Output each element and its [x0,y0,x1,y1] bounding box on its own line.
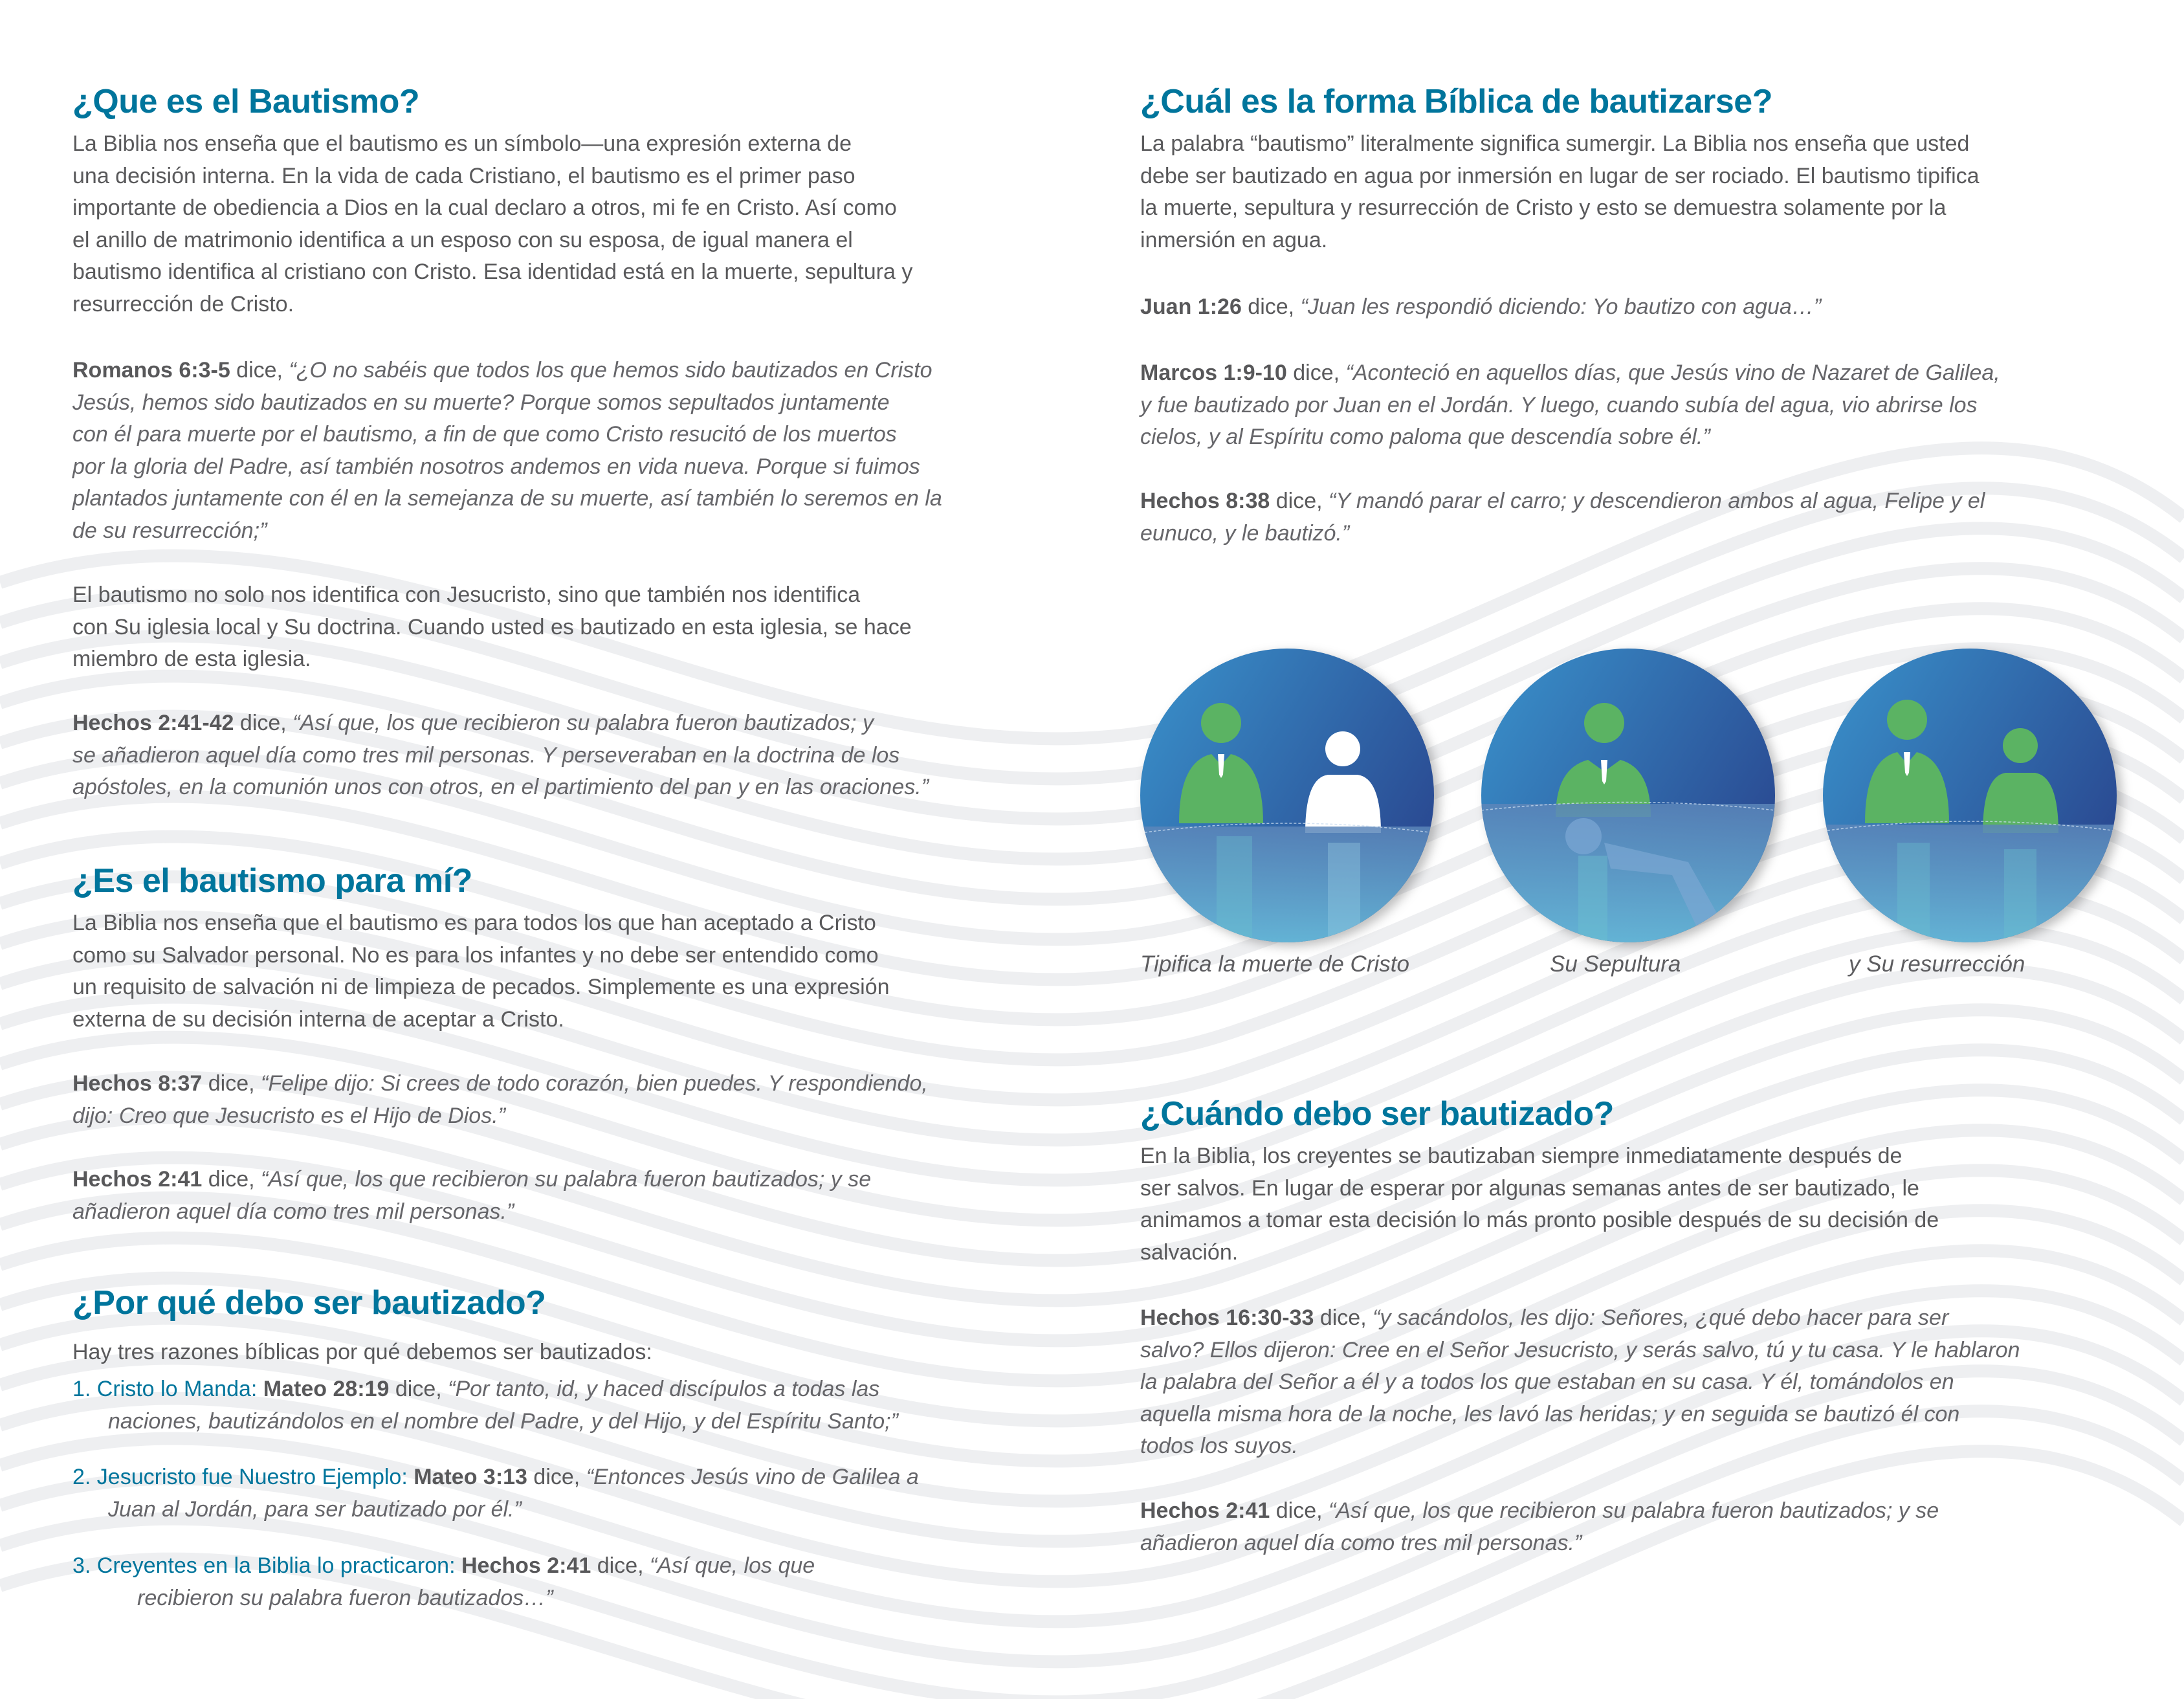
verse-quote-line: “Por tanto, id, y haced discípulos a todas las [448,1377,880,1401]
verse-quote-line: “Así que, los que [650,1553,815,1578]
verse-quote-line: eunuco, y le bautizó.” [1140,520,1350,546]
verse-reference: Mateo 28:19 [263,1377,390,1401]
verse-quote-line: añadieron aquel día como tres mil personas.” [1140,1530,1582,1555]
reason-item [72,1373,1069,1438]
verse-reference: Hechos 16:30-33 [1140,1305,1314,1330]
verse-reference: Hechos 2:41 [72,1167,203,1192]
body-line: ser salvos. En lugar de esperar por algunas semanas antes de ser bautizado, le [1140,1175,1919,1201]
body-line: En la Biblia, los creyentes se bautizaban siempre inmediatamente después de [1140,1144,1903,1168]
reason-label: 2. Jesucristo fue Nuestro Ejemplo: [72,1465,414,1489]
baptism-immersion-icon [1481,649,1776,943]
reason-item [72,1461,1069,1526]
section-title: ¿Cuál es la forma Bíblica de bautizarse? [1140,83,1772,120]
verse-quote-line: la palabra del Señor a él y a todos los que estaban en su casa. Y él, tomándolos en [1140,1370,1954,1394]
verse-quote-line: “Así que, los que recibieron su palabra fueron bautizados; y se [1329,1498,1939,1523]
verse-quote-line: “Y mandó parar el carro; y descendieron ambos al agua, Felipe y el [1329,489,1985,513]
reason-item [72,1550,1069,1614]
verse-quote-line: “Juan les respondió diciendo: Yo bautizo con agua…” [1300,294,1822,319]
body-line: animamos a tomar esta decisión lo más pronto posible después de su decisión de [1140,1208,1939,1232]
verse-quote-line: aquella misma hora de la noche, les lavó las heridas; y en seguida se bautizó él con [1140,1401,1960,1427]
verse-hechos-2-41 [1140,1495,2137,1559]
verse-quote-line: por la gloria del Padre, así también nosotros andemos en vida nueva. Porque si fuimos [72,454,920,479]
section-title: ¿Por qué debo ser bautizado? [72,1284,546,1322]
body-line: miembro de esta iglesia. [72,647,311,671]
verse-juan-1-26 [1140,291,2137,324]
verse-quote-line: plantados juntamente con él en la semejanza de su muerte, así también lo seremos en la [72,486,942,511]
verse-dice: dice, [234,711,293,735]
left-column [72,0,1082,1699]
verse-quote-line: “Así que, los que recibieron su palabra fueron bautizados; y se [261,1167,872,1192]
verse-quote-line: “y sacándolos, les dijo: Señores, ¿qué debo hacer para ser [1373,1305,1949,1330]
body-line: salvación. [1140,1239,1239,1265]
baptism-before-icon [1140,649,1435,943]
section-title: ¿Es el bautismo para mí? [72,862,472,900]
body-line: con Su iglesia local y Su doctrina. Cuando usted es bautizado en esta iglesia, se hace [72,614,912,639]
body-line: debe ser bautizado en agua por inmersión en lugar de ser rociado. El bautismo tipifica [1140,163,1980,188]
body-line: externa de su decisión interna de aceptar a Cristo. [72,1006,564,1032]
verse-dice: dice, [230,358,289,383]
verse-hechos-8-38 [1140,485,2137,550]
verse-reference: Hechos 2:41 [461,1553,591,1578]
illustration-caption: Su Sepultura [1550,951,1681,977]
section-body [72,128,1069,320]
verse-quote-line: salvo? Ellos dijeron: Cree en el Señor Jesucristo, y serás salvo, tú y tu casa. Y le hablaron [1140,1337,2020,1362]
body-line: La Biblia nos enseña que el bautismo es un símbolo—una expresión externa de [72,131,852,156]
verse-quote-line: se añadieron aquel día como tres mil personas. Y perseveraban en la doctrina de los [72,742,900,768]
verse-quote-line: Juan al Jordán, para ser bautizado por él.” [108,1496,522,1522]
verse-reference: Mateo 3:13 [414,1465,527,1489]
illustration-caption: Tipifica la muerte de Cristo [1140,951,1409,977]
section-intro: Hay tres razones bíblicas por qué debemos ser bautizados: [72,1340,652,1364]
reason-label: 1. Cristo lo Manda: [72,1377,263,1401]
body-line: la muerte, sepultura y resurrección de Cristo y esto se demuestra solamente por la [1140,195,1947,220]
verse-hechos-8-37 [72,1068,1069,1132]
verse-reference: Marcos 1:9-10 [1140,361,1287,385]
body-line: un requisito de salvación ni de limpieza de pecados. Simplemente es una expresión [72,975,890,999]
section-title: ¿Que es el Bautismo? [72,83,420,120]
verse-dice: dice, [1270,1498,1329,1523]
section-body [1140,128,2137,256]
baptism-rising-icon [1823,649,2117,943]
verse-dice: dice, [1270,489,1329,513]
section-body [1140,1140,2137,1269]
verse-quote-line: “¿O no sabéis que todos los que hemos sido bautizados en Cristo [289,358,932,383]
verse-quote-line: “Felipe dijo: Si crees de todo corazón, bien puedes. Y respondiendo, [261,1071,928,1096]
verse-reference: Hechos 2:41 [1140,1498,1270,1523]
verse-quote-line: naciones, bautizándolos en el nombre del Padre, y del Hijo, y del Espíritu Santo;” [108,1408,898,1434]
section-body-2 [72,579,1069,676]
verse-romanos [72,355,1069,547]
verse-reference: Romanos 6:3-5 [72,358,230,383]
section-body [72,907,1069,1036]
verse-quote-line: todos los suyos. [1140,1434,1298,1458]
body-line: como su Salvador personal. No es para los infantes y no debe ser entendido como [72,942,879,968]
verse-quote-line: “Así que, los que recibieron su palabra fueron bautizados; y [292,711,874,735]
body-line: bautismo identifica al cristiano con Cristo. Esa identidad está en la muerte, sepultura y [72,260,913,284]
verse-quote-line: cielos, y al Espíritu como paloma que descendía sobre él.” [1140,425,1710,449]
verse-reference: Hechos 2:41-42 [72,711,234,735]
verse-reference: Juan 1:26 [1140,294,1242,319]
verse-dice: dice, [591,1553,650,1578]
body-line: resurrección de Cristo. [72,291,294,316]
verse-quote-line: “Entonces Jesús vino de Galilea a [586,1465,919,1489]
verse-quote-line: “Aconteció en aquellos días, que Jesús vino de Nazaret de Galilea, [1345,361,2000,385]
body-line: una decisión interna. En la vida de cada Cristiano, el bautismo es el primer paso [72,163,855,188]
verse-quote-line: con él para muerte por el bautismo, a fin de que como Cristo resucitó de los muertos [72,422,897,447]
verse-hechos-2-41 [72,1164,1069,1228]
body-line: el anillo de matrimonio identifica a un esposo con su esposa, de igual manera el [72,227,853,252]
verse-hechos-2-41-42 [72,707,1069,804]
illustration-caption: y Su resurrección [1849,951,2025,977]
verse-dice: dice, [1314,1305,1373,1330]
verse-dice: dice, [1241,294,1301,319]
body-line: La palabra “bautismo” literalmente significa sumergir. La Biblia nos enseña que usted [1140,131,1970,156]
verse-quote-line: apóstoles, en la comunión unos con otros, en el partimiento del pan y en las oraciones.” [72,775,929,799]
verse-quote-line: y fue bautizado por Juan en el Jordán. Y luego, cuando subía del agua, vio abrirse los [1140,392,1978,417]
verse-quote-line: Jesús, hemos sido bautizados en su muerte? Porque somos sepultados juntamente [72,390,890,415]
body-line: El bautismo no solo nos identifica con Jesucristo, sino que también nos identifica [72,583,861,607]
body-line: inmersión en agua. [1140,227,1328,252]
verse-quote-line: recibieron su palabra fueron bautizados…” [137,1585,553,1610]
body-line: La Biblia nos enseña que el bautismo es para todos los que han aceptado a Cristo [72,911,876,935]
verse-reference: Hechos 8:37 [72,1071,203,1096]
right-column [1140,0,2150,1699]
verse-hechos-16-30-33 [1140,1302,2137,1463]
verse-dice: dice, [202,1167,261,1192]
section-title: ¿Cuándo debo ser bautizado? [1140,1095,1614,1133]
verse-dice: dice, [527,1465,586,1489]
verse-dice: dice, [202,1071,261,1096]
verse-marcos-1-9-10 [1140,357,2137,454]
verse-quote-line: dijo: Creo que Jesucristo es el Hijo de Dios.” [72,1103,505,1128]
verse-quote-line: de su resurrección;” [72,518,267,543]
verse-quote-line: añadieron aquel día como tres mil personas.” [72,1199,514,1224]
body-line: importante de obediencia a Dios en la cual declaro a otros, mi fe en Cristo. Así como [72,195,897,220]
verse-dice: dice, [389,1377,448,1401]
verse-reference: Hechos 8:38 [1140,489,1270,513]
reason-label: 3. Creyentes en la Biblia lo practicaron: [72,1553,461,1578]
verse-dice: dice, [1286,361,1346,385]
